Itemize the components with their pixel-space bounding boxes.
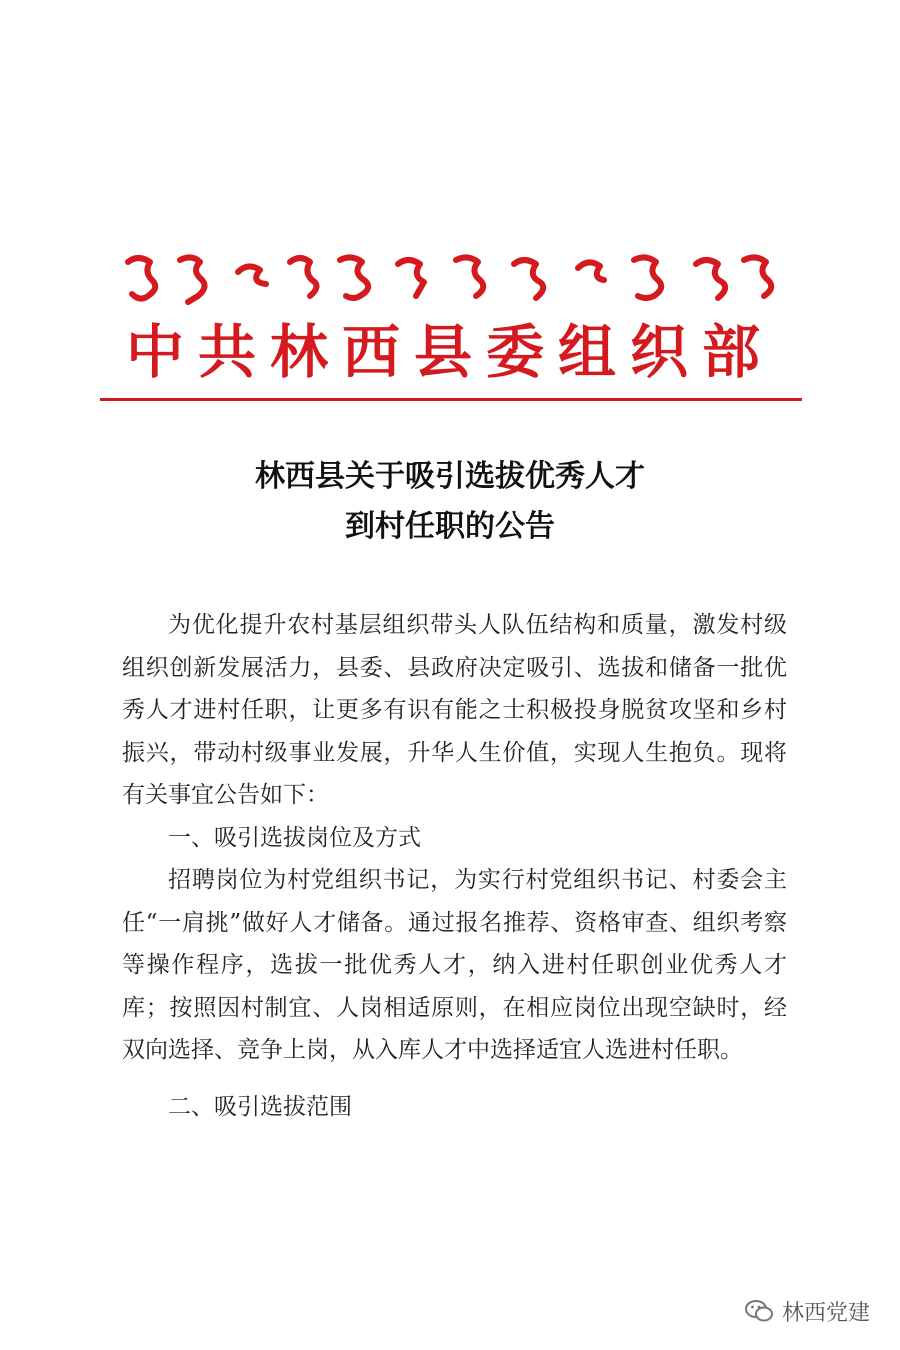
red-divider (100, 398, 802, 401)
org-name-header: 中共林西县委组织部 (125, 318, 774, 386)
section-1-paragraph: 招聘岗位为村党组织书记，为实行村党组织书记、村委会主任“一肩挑”做好人才储备。通过报名推荐、资格审查、组织考察等操作程序，选拔一批优秀人才，纳入进村任职创业优秀人才库；按照因村制宜、人岗相适原则，在相应岗位出现空缺时，经双向选择、竞争上岗，从入库人才中选择适宜人选进村任职。 (122, 867, 787, 1063)
title-line-1: 林西县关于吸引选拔优秀人才 (255, 459, 645, 494)
mongolian-script-logo (118, 242, 783, 312)
title-line-2: 到村任职的公告 (345, 509, 555, 544)
wechat-icon (744, 1298, 774, 1324)
document-title (100, 452, 800, 552)
wechat-watermark (744, 1294, 870, 1328)
watermark-text: 林西党建 (781, 1300, 870, 1326)
section-1-heading: 一、吸引选拔岗位及方式 (168, 824, 421, 851)
document-body (122, 604, 787, 1128)
section-2-heading: 二、吸引选拔范围 (168, 1093, 352, 1120)
spacer (122, 1072, 787, 1086)
mongolian-script-image (118, 242, 783, 312)
intro-paragraph: 为优化提升农村基层组织带头人队伍结构和质量，激发村级组织创新发展活力，县委、县政府决定吸引、选拔和储备一批优秀人才进村任职，让更多有识有能之士积极投身脱贫攻坚和乡村振兴，带动村级事业发展，升华人生价值，实现人生抱负。现将有关事宜公告如下： (122, 612, 787, 808)
